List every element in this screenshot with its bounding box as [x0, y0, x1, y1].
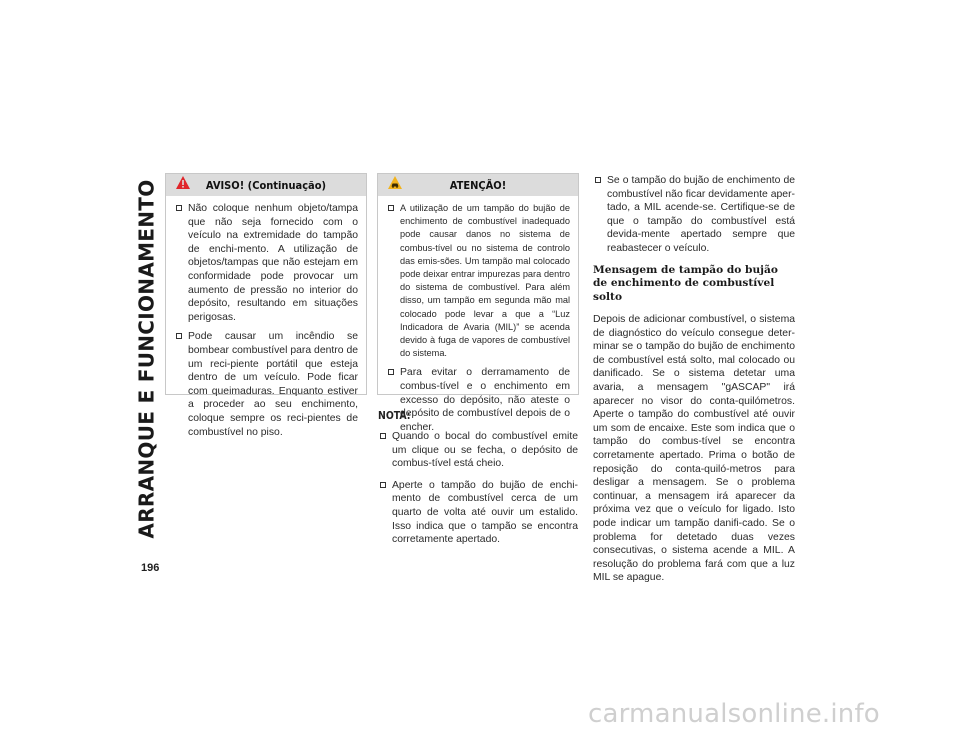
warning-box	[165, 173, 367, 438]
warning-item: Não coloque nenhum objeto/tampa que não seja fornecido com o veículo na extremidade do tampão de enchi-mento. A utilização de objetos/tampas que não estejam em conformidade pode provocar um aumento de pressão no interior do depósito, resultando em situações perigosas.	[174, 202, 358, 324]
watermark: carmanualsonline.info	[588, 699, 880, 729]
warning-item: Pode causar um incêndio se bombear combustível para dentro de um reci-piente portátil que esteja dentro de um veículo. Pode ficar com queimaduras. Enquanto estiver a proceder ao seu enchimento, coloque sempre os reci-pientes de combustível no piso.	[174, 330, 358, 439]
note-section	[378, 410, 578, 553]
caution-car-icon	[387, 175, 403, 193]
warning-triangle-icon	[175, 175, 191, 193]
warning-box-header	[166, 174, 366, 196]
page-number: 196	[141, 562, 160, 574]
warning-box-title: AVISO! (Continuação)	[205, 178, 327, 192]
caution-item: Para evitar o derramamento de combus-tível e o enchimento em excesso do depósito, não ateste o depósito de combustível depois de o encher.	[386, 366, 570, 434]
section-title: ARRANQUE E FUNCIONAMENTO	[135, 179, 159, 539]
note-label: NOTA:	[378, 410, 411, 422]
caution-box-title: ATENÇÃO!	[449, 178, 507, 192]
caution-box-header	[378, 174, 578, 196]
note-item: Aperte o tampão do bujão de enchi-mento de combustível cerca de um quarto de volta até ouvir um estalido. Isso indica que o tampão se encontra corretamente apertado.	[378, 479, 578, 547]
body-paragraph: Depois de adicionar combustível, o sistema de diagnóstico do veículo consegue deter-minar se o tampão do bujão de enchimento de combustível está solto, mal colocado ou danificado. Se o sistema detetar uma avaria, a mensagem "gASCAP" irá aparecer no visor do conta-quilómetros. Aperte o tampão do combustível até ouvir um som de encaixe. Este som indica que o tampão do combus-tível se encontra corretamente apertado. Prima o botão de reposição do conta-quiló-metros para desligar a mensagem. Se o problema continuar, a mensagem irá aparecer da próxima vez que o veículo for ligado. Isto pode indicar um tampão danifi-cado. Se o problema for detetado duas vezes consecutivas, o sistema acende a MIL. A resolução do problema fará com que a luz MIL se apague.	[593, 314, 795, 584]
section-subheading: Mensagem de tampão do bujão de enchimento de combustível solto	[593, 263, 778, 303]
right-bullet: Se o tampão do bujão de enchimento de combustível não ficar devidamente aper-tado, a MIL acende-se. Certifique-se de que o tampão do combustível está devida-mente apertado sempre que reabastecer o veículo.	[593, 174, 795, 256]
right-column	[593, 174, 795, 585]
section-title-vertical	[132, 174, 162, 544]
caution-item: A utilização de um tampão do bujão de enchimento de combustível inadequado pode causar danos no sistema de combus-tível ou no sistema de controlo das emis-sões. Um tampão mal colocado pode deixar entrar impurezas para dentro do sistema de combustível. Para além disso, um tampão em segunda mão mal colocado pode levar a que a “Luz Indicadora de Avaria (MIL)” se acenda devido à fuga de vapores de combustível do sistema.	[386, 202, 570, 360]
note-item: Quando o bocal do combustível emite um clique ou se fecha, o depósito de combus-tível está cheio.	[378, 430, 578, 471]
